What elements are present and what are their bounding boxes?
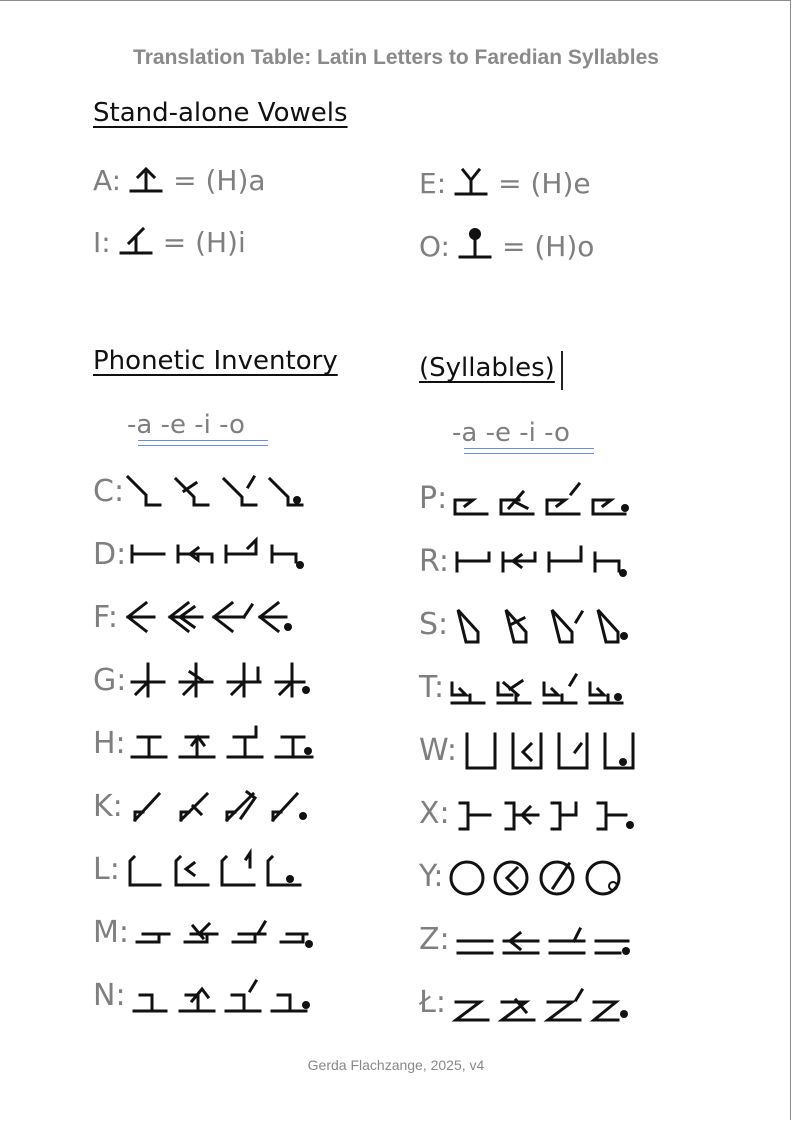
vowel-i [93, 222, 246, 262]
text-cursor [561, 351, 563, 390]
row-g [93, 657, 316, 703]
row-p-label: P: [419, 480, 448, 516]
vowels-heading: Stand-alone Vowels [93, 98, 348, 128]
vowel-e [419, 163, 591, 203]
row-d [93, 531, 316, 577]
row-s-glyphs-icon [448, 602, 638, 646]
row-z [419, 916, 640, 962]
row-w-label: W: [419, 732, 458, 768]
vowel-i-value: = (H)i [162, 225, 246, 259]
row-m [93, 909, 319, 955]
row-k-label: K: [93, 788, 123, 824]
row-c [93, 468, 304, 514]
row-n [93, 972, 316, 1018]
vowel-a-label: A: [93, 163, 122, 197]
row-m-label: M: [93, 914, 129, 950]
row-r [419, 538, 639, 584]
row-g-label: G: [93, 662, 127, 698]
row-d-glyphs-icon [126, 532, 316, 576]
row-p-glyphs-icon [447, 476, 637, 520]
row-y-glyphs-icon [443, 854, 633, 898]
suffix-header-left: -a -e -i -o [127, 410, 245, 440]
spellcheck-underline-right [464, 448, 594, 454]
document-title: Translation Table: Latin Letters to Faredian Syllables [133, 46, 659, 69]
row-l-stroke-label: Ł: [419, 984, 446, 1020]
row-w [419, 727, 647, 773]
row-k-glyphs-icon [123, 784, 313, 828]
row-z-glyphs-icon [450, 917, 640, 961]
row-l-label: L: [93, 851, 120, 887]
row-f-glyphs-icon [118, 595, 298, 639]
row-l-glyphs-icon [120, 847, 310, 891]
row-x-glyphs-icon [450, 791, 640, 835]
vowel-a-glyph-icon [127, 159, 167, 202]
row-w-glyphs-icon [457, 728, 647, 772]
row-h-glyphs-icon [126, 721, 316, 765]
row-n-glyphs-icon [126, 973, 316, 1017]
vowel-o [419, 226, 594, 266]
vowel-o-label: O: [419, 229, 450, 263]
row-x [419, 790, 640, 836]
row-n-label: N: [93, 977, 126, 1013]
row-r-glyphs-icon [449, 539, 639, 583]
row-l [93, 846, 310, 892]
row-t [419, 664, 634, 710]
row-s [419, 601, 638, 647]
row-p [419, 475, 637, 521]
vowel-o-glyph-icon [456, 225, 496, 268]
vowel-o-value: = (H)o [501, 229, 595, 263]
syllables-heading: (Syllables) [419, 353, 555, 383]
row-k [93, 783, 313, 829]
row-y [419, 853, 633, 899]
row-f [93, 594, 298, 640]
vowel-i-label: I: [93, 225, 111, 259]
vowel-i-glyph-icon [117, 221, 157, 264]
row-d-label: D: [93, 536, 127, 572]
row-x-label: X: [419, 795, 450, 831]
vowel-a [93, 160, 266, 200]
row-y-label: Y: [419, 858, 444, 894]
suffix-header-right: -a -e -i -o [452, 418, 570, 448]
row-c-glyphs-icon [124, 469, 304, 513]
inventory-heading: Phonetic Inventory [93, 346, 338, 376]
row-c-label: C: [93, 473, 125, 509]
row-s-label: S: [419, 606, 449, 642]
row-t-label: T: [419, 669, 445, 705]
row-m-glyphs-icon [129, 910, 319, 954]
row-f-label: F: [93, 599, 119, 635]
row-h-label: H: [93, 725, 126, 761]
row-z-label: Z: [419, 921, 450, 957]
vowel-e-label: E: [419, 166, 447, 200]
row-g-glyphs-icon [126, 658, 316, 702]
vowel-a-value: = (H)a [173, 163, 266, 197]
row-r-label: R: [419, 543, 450, 579]
spellcheck-underline-left [138, 440, 268, 446]
footer-credit: Gerda Flachzange, 2025, v4 [307, 1057, 485, 1073]
vowel-e-glyph-icon [452, 162, 492, 205]
row-l-stroke [419, 979, 636, 1025]
vowel-e-value: = (H)e [498, 166, 591, 200]
row-h [93, 720, 316, 766]
row-t-glyphs-icon [444, 665, 634, 709]
row-l-stroke-glyphs-icon [446, 980, 636, 1024]
